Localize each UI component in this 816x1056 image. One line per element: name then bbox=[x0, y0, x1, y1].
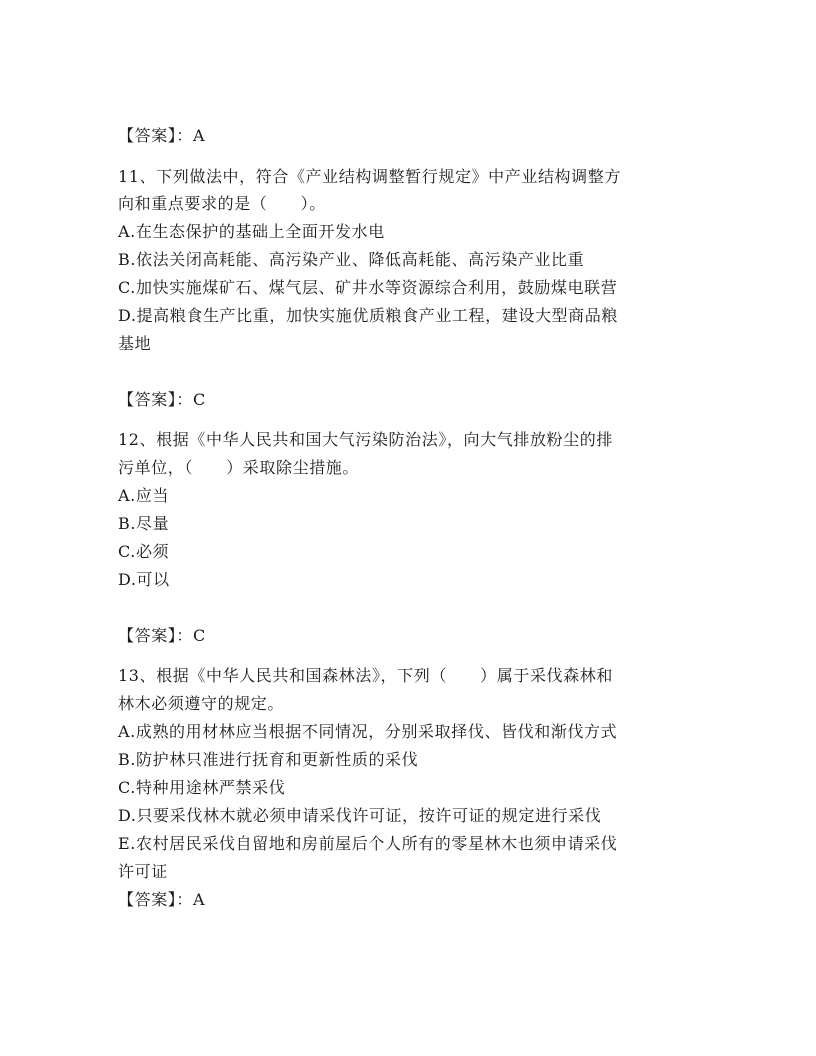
answer-line: 【答案】：A bbox=[118, 126, 206, 145]
question-13-option-d: D.只要采伐林木就必须申请采伐许可证，按许可证的规定进行采伐 bbox=[118, 806, 602, 825]
question-12-option-a: A.应当 bbox=[118, 486, 170, 505]
question-13-answer: 【答案】：A bbox=[118, 890, 206, 909]
question-12-answer: 【答案】：C bbox=[118, 626, 206, 645]
question-11-text-line-2: 向和重点要求的是（ ）。 bbox=[118, 194, 326, 213]
question-11-option-c: C.加快实施煤矿石、煤气层、矿井水等资源综合利用，鼓励煤电联营 bbox=[118, 278, 618, 297]
question-13-text-line-1: 13、根据《中华人民共和国森林法》，下列（ ）属于采伐森林和 bbox=[118, 666, 613, 685]
question-11-option-d: D.提高粮食生产比重，加快实施优质粮食产业工程，建设大型商品粮 bbox=[118, 306, 618, 325]
question-11-option-b: B.依法关闭高耗能、高污染产业、降低高耗能、高污染产业比重 bbox=[118, 250, 585, 269]
question-13-option-a: A.成熟的用材林应当根据不同情况，分别采取择伐、皆伐和渐伐方式 bbox=[118, 722, 618, 741]
question-11-answer: 【答案】：C bbox=[118, 390, 206, 409]
question-11-option-d-cont: 基地 bbox=[118, 334, 152, 353]
question-12-text-line-1: 12、根据《中华人民共和国大气污染防治法》，向大气排放粉尘的排 bbox=[118, 430, 613, 449]
question-12-option-c: C.必须 bbox=[118, 542, 170, 561]
question-11-option-a: A.在生态保护的基础上全面开发水电 bbox=[118, 222, 385, 241]
question-11-text-line-1: 11、下列做法中，符合《产业结构调整暂行规定》中产业结构调整方 bbox=[118, 167, 621, 186]
question-12-text-line-2: 污单位，（ ）采取除尘措施。 bbox=[118, 458, 360, 477]
question-13-option-c: C.特种用途林严禁采伐 bbox=[118, 778, 286, 797]
question-12-option-b: B.尽量 bbox=[118, 514, 170, 533]
question-13-option-e-cont: 许可证 bbox=[118, 862, 168, 881]
question-12-option-d: D.可以 bbox=[118, 570, 170, 589]
question-13-text-line-2: 林木必须遵守的规定。 bbox=[118, 694, 285, 713]
question-13-option-e: E.农村居民采伐自留地和房前屋后个人所有的零星林木也须申请采伐 bbox=[118, 834, 618, 853]
question-13-option-b: B.防护林只准进行抚育和更新性质的采伐 bbox=[118, 750, 419, 769]
